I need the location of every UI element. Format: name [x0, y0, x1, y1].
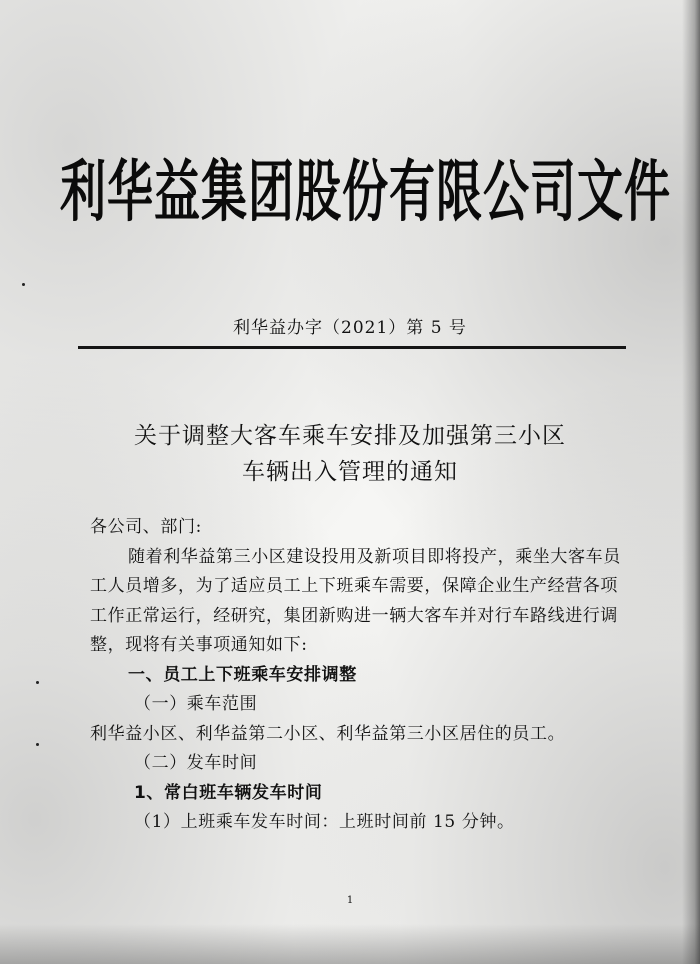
item-1-heading: 1、常白班车辆发车时间 — [134, 782, 323, 803]
intro-paragraph: 随着利华益第三小区建设投用及新项目即将投产，乘坐大客车员工人员增多，为了适应员工上下班乘车需要，保障企业生产经营各项工作正常运行，经研究，集团新购进一辆大客车并对行车路线进行调整，现将有关事项通知如下: — [90, 546, 621, 655]
section-1-heading: 一、员工上下班乘车安排调整 — [128, 664, 357, 685]
scan-speck — [22, 283, 25, 286]
notice-title-line-1: 关于调整大客车乘车安排及加强第三小区 — [134, 423, 566, 449]
subsection-1-heading: （一）乘车范围 — [134, 694, 258, 714]
subsection-2-heading: （二）发车时间 — [134, 753, 258, 773]
notice-body — [90, 513, 630, 838]
page-number: 1 — [346, 895, 354, 906]
header-divider-line — [78, 346, 626, 349]
item-1-subitem-1: （1）上班乘车发车时间：上班时间前 15 分钟。 — [134, 812, 515, 832]
scan-shadow-bottom — [0, 924, 700, 964]
scan-speck — [36, 743, 39, 746]
scan-speck — [36, 681, 39, 684]
notice-title — [0, 418, 700, 490]
salutation: 各公司、部门: — [90, 517, 202, 537]
document-number: 利华益办字（2021）第 5 号 — [233, 318, 467, 338]
organization-header-title: 利华益集团股份有限公司文件 — [60, 152, 671, 231]
subsection-1-text: 利华益小区、利华益第二小区、利华益第三小区居住的员工。 — [90, 723, 566, 744]
notice-title-line-2: 车辆出入管理的通知 — [242, 459, 458, 485]
